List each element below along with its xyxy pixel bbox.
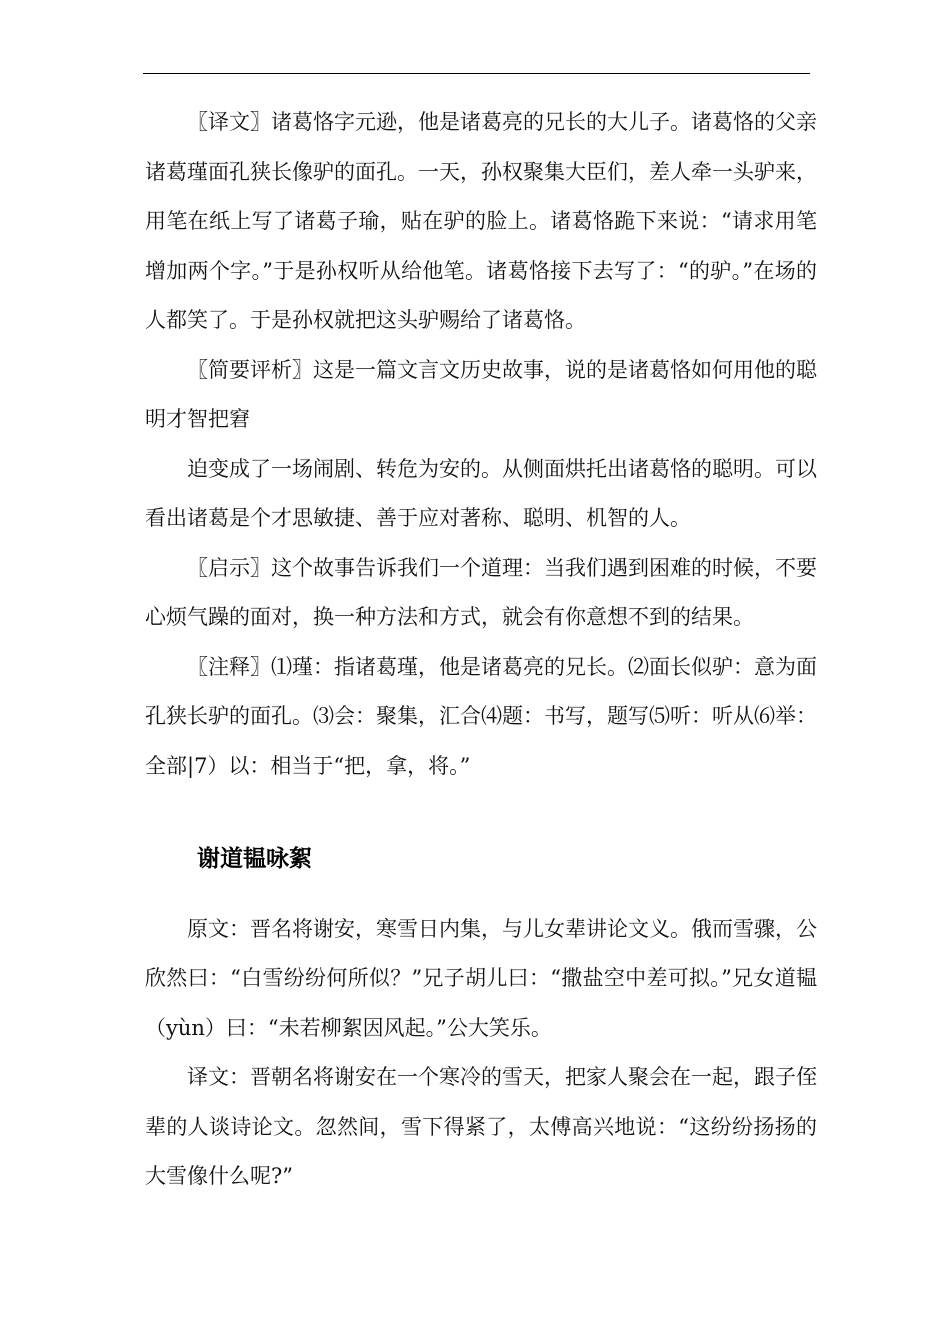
analysis-paragraph-part1: 〖简要评析〗这是一篇文言文历史故事，说的是诸葛恪如何用他的聪明才智把窘 [145,357,817,431]
translation-paragraph: 〖译文〗诸葛恪字元逊，他是诸葛亮的兄长的大儿子。诸葛恪的父亲诸葛瑾面孔狭长像驴的面孔。一天，孙权聚集大臣们，差人牵一头驴来，用笔在纸上写了诸葛子瑜，贴在驴的脸上。诸葛恪跪下来说：“请求用笔增加两个字。”于是孙权听从给他笔。诸葛恪接下去写了：“的驴。”在场的人都笑了。于是孙权就把这头驴赐给了诸葛恪。 [145,110,817,332]
analysis-paragraph-part2: 迫变成了一场闹剧、转危为安的。从侧面烘托出诸葛恪的聪明。可以看出诸葛是个才思敏捷、善于应对著称、聪明、机智的人。 [145,456,817,530]
modern-translation-paragraph: 译文：晋朝名将谢安在一个寒冷的雪天，把家人聚会在一起，跟子侄辈的人谈诗论文。忽然间，雪下得紧了，太傅高兴地说：“这纷纷扬扬的大雪像什么呢?” [145,1065,817,1188]
original-text-paragraph: 原文：晋名将谢安，寒雪日内集，与儿女辈讲论文义。俄而雪骤，公欣然曰：“白雪纷纷何所似？”兄子胡儿曰：“撒盐空中差可拟。”兄女道韫（yùn）曰：“未若柳絮因风起。”公大笑乐。 [145,916,817,1040]
section-title: 谢道韫咏絮 [197,846,312,872]
notes-paragraph: 〖注释〗⑴瑾：指诸葛瑾，他是诸葛亮的兄长。⑵面长似驴：意为面孔狭长驴的面孔。⑶会：聚集，汇合⑷题：书写，题写⑸听：听从⑹举：全部|7）以：相当于“把，拿，将。” [145,654,817,778]
insight-paragraph: 〖启示〗这个故事告诉我们一个道理：当我们遇到困难的时候，不要心烦气躁的面对，换一种方法和方式，就会有你意想不到的结果。 [145,555,817,629]
document-body [145,98,817,1202]
header-rule [143,73,810,74]
